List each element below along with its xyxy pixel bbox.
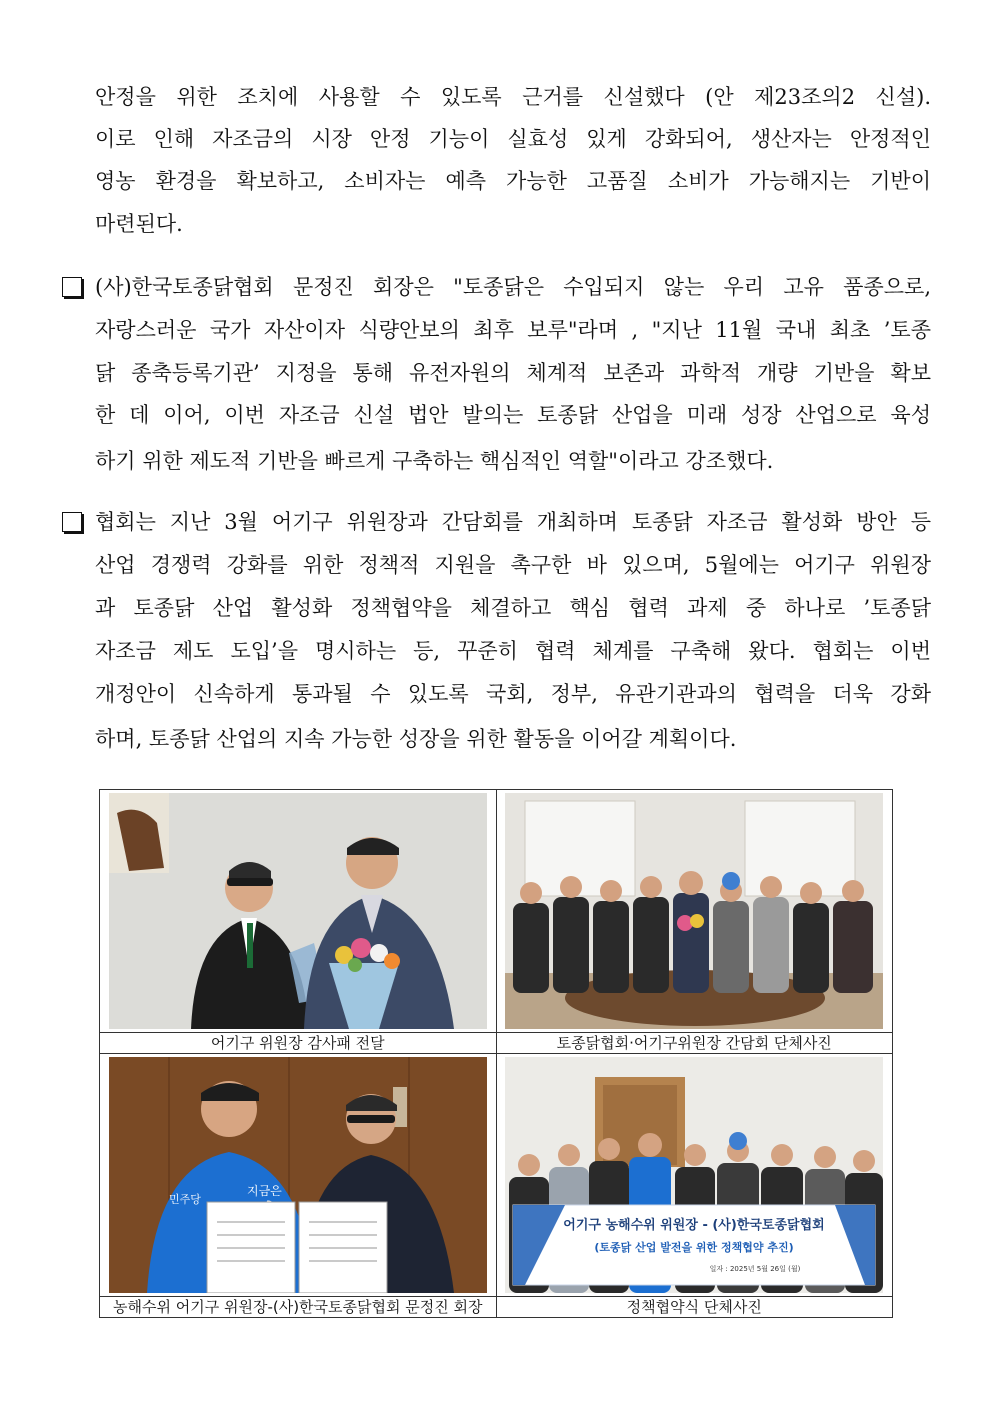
photo-cell-1	[100, 790, 497, 1033]
paragraph-2-line-3: 닭 종축등록기관’ 지정을 통해 유전자원의 체계적 보존과 과학적 개량 기반을 확보	[95, 361, 931, 385]
photo-group-meeting	[505, 793, 883, 1029]
photo-cell-4	[496, 1054, 893, 1297]
photo-caption-1: 어기구 위원장 감사패 전달	[100, 1033, 497, 1054]
photo-cell-3	[100, 1054, 497, 1297]
vest-text: 지금은	[246, 1184, 282, 1198]
photo-agreement-signing	[109, 1057, 487, 1293]
paragraph-2-line-2: 자랑스러운 국가 자산이자 식량안보의 최후 보루"라며 , "지난 11월 국내 최초 ’토종	[95, 318, 931, 342]
checkbox-bullet	[62, 277, 82, 297]
paragraph-3-line-4: 자조금 제도 도입’을 명시하는 등, 꾸준히 협력 체계를 구축해 왔다. 협회는 이번	[95, 639, 931, 663]
paragraph-1-line-3: 영농 환경을 확보하고, 소비자는 예측 가능한 고품질 소비가 가능해지는 기반이	[95, 169, 931, 193]
banner-date: 일자 : 2025년 5월 26일 (월)	[709, 1265, 801, 1273]
photo-cell-2	[496, 790, 893, 1033]
paragraph-2-line-5: 하기 위한 제도적 기반을 빠르게 구축하는 핵심적인 역할"이라고 강조했다.	[95, 449, 774, 473]
paragraph-1-line-4: 마련된다.	[95, 212, 183, 236]
paragraph-3-line-6: 하며, 토종닭 산업의 지속 가능한 성장을 위한 활동을 이어갈 계획이다.	[95, 727, 737, 751]
paragraph-3-line-3: 과 토종닭 산업 활성화 정책협약을 체결하고 핵심 협력 과제 중 하나로 ’토종닭	[95, 596, 931, 620]
banner-title: 어기구 농해수위 위원장 - (사)한국토종닭협회	[563, 1218, 825, 1233]
vest-badge: 민주당	[168, 1193, 201, 1206]
paragraph-1-line-2: 이로 인해 자조금의 시장 안정 기능이 실효성 있게 강화되어, 생산자는 안정적인	[95, 127, 931, 151]
photo-agreement-group	[505, 1057, 883, 1293]
photo-caption-4: 정책협약식 단체사진	[496, 1297, 893, 1318]
checkbox-bullet	[62, 512, 82, 532]
photo-caption-3: 농해수위 어기구 위원장-(사)한국토종닭협회 문정진 회장	[100, 1297, 497, 1318]
photo-caption-2: 토종닭협회·어기구위원장 간담회 단체사진	[496, 1033, 893, 1054]
banner-subtitle: (토종닭 산업 발전을 위한 정책협약 추진)	[594, 1241, 794, 1254]
paragraph-3-line-5: 개정안이 신속하게 통과될 수 있도록 국회, 정부, 유관기관과의 협력을 더욱 강화	[95, 682, 931, 706]
paragraph-1-line-1: 안정을 위한 조치에 사용할 수 있도록 근거를 신설했다 (안 제23조의2 신설).	[95, 85, 931, 109]
photo-table	[99, 789, 893, 1318]
paragraph-2-line-1: (사)한국토종닭협회 문정진 회장은 "토종닭은 수입되지 않는 우리 고유 품종으로,	[95, 275, 931, 299]
photo-plaque-presentation	[109, 793, 487, 1029]
paragraph-2-line-4: 한 데 이어, 이번 자조금 신설 법안 발의는 토종닭 산업을 미래 성장 산업으로 육성	[95, 403, 931, 427]
paragraph-3-line-2: 산업 경쟁력 강화를 위한 정책적 지원을 촉구한 바 있으며, 5월에는 어기구 위원장	[95, 553, 931, 577]
paragraph-3-line-1: 협회는 지난 3월 어기구 위원장과 간담회를 개최하며 토종닭 자조금 활성화 방안 등	[95, 510, 931, 534]
